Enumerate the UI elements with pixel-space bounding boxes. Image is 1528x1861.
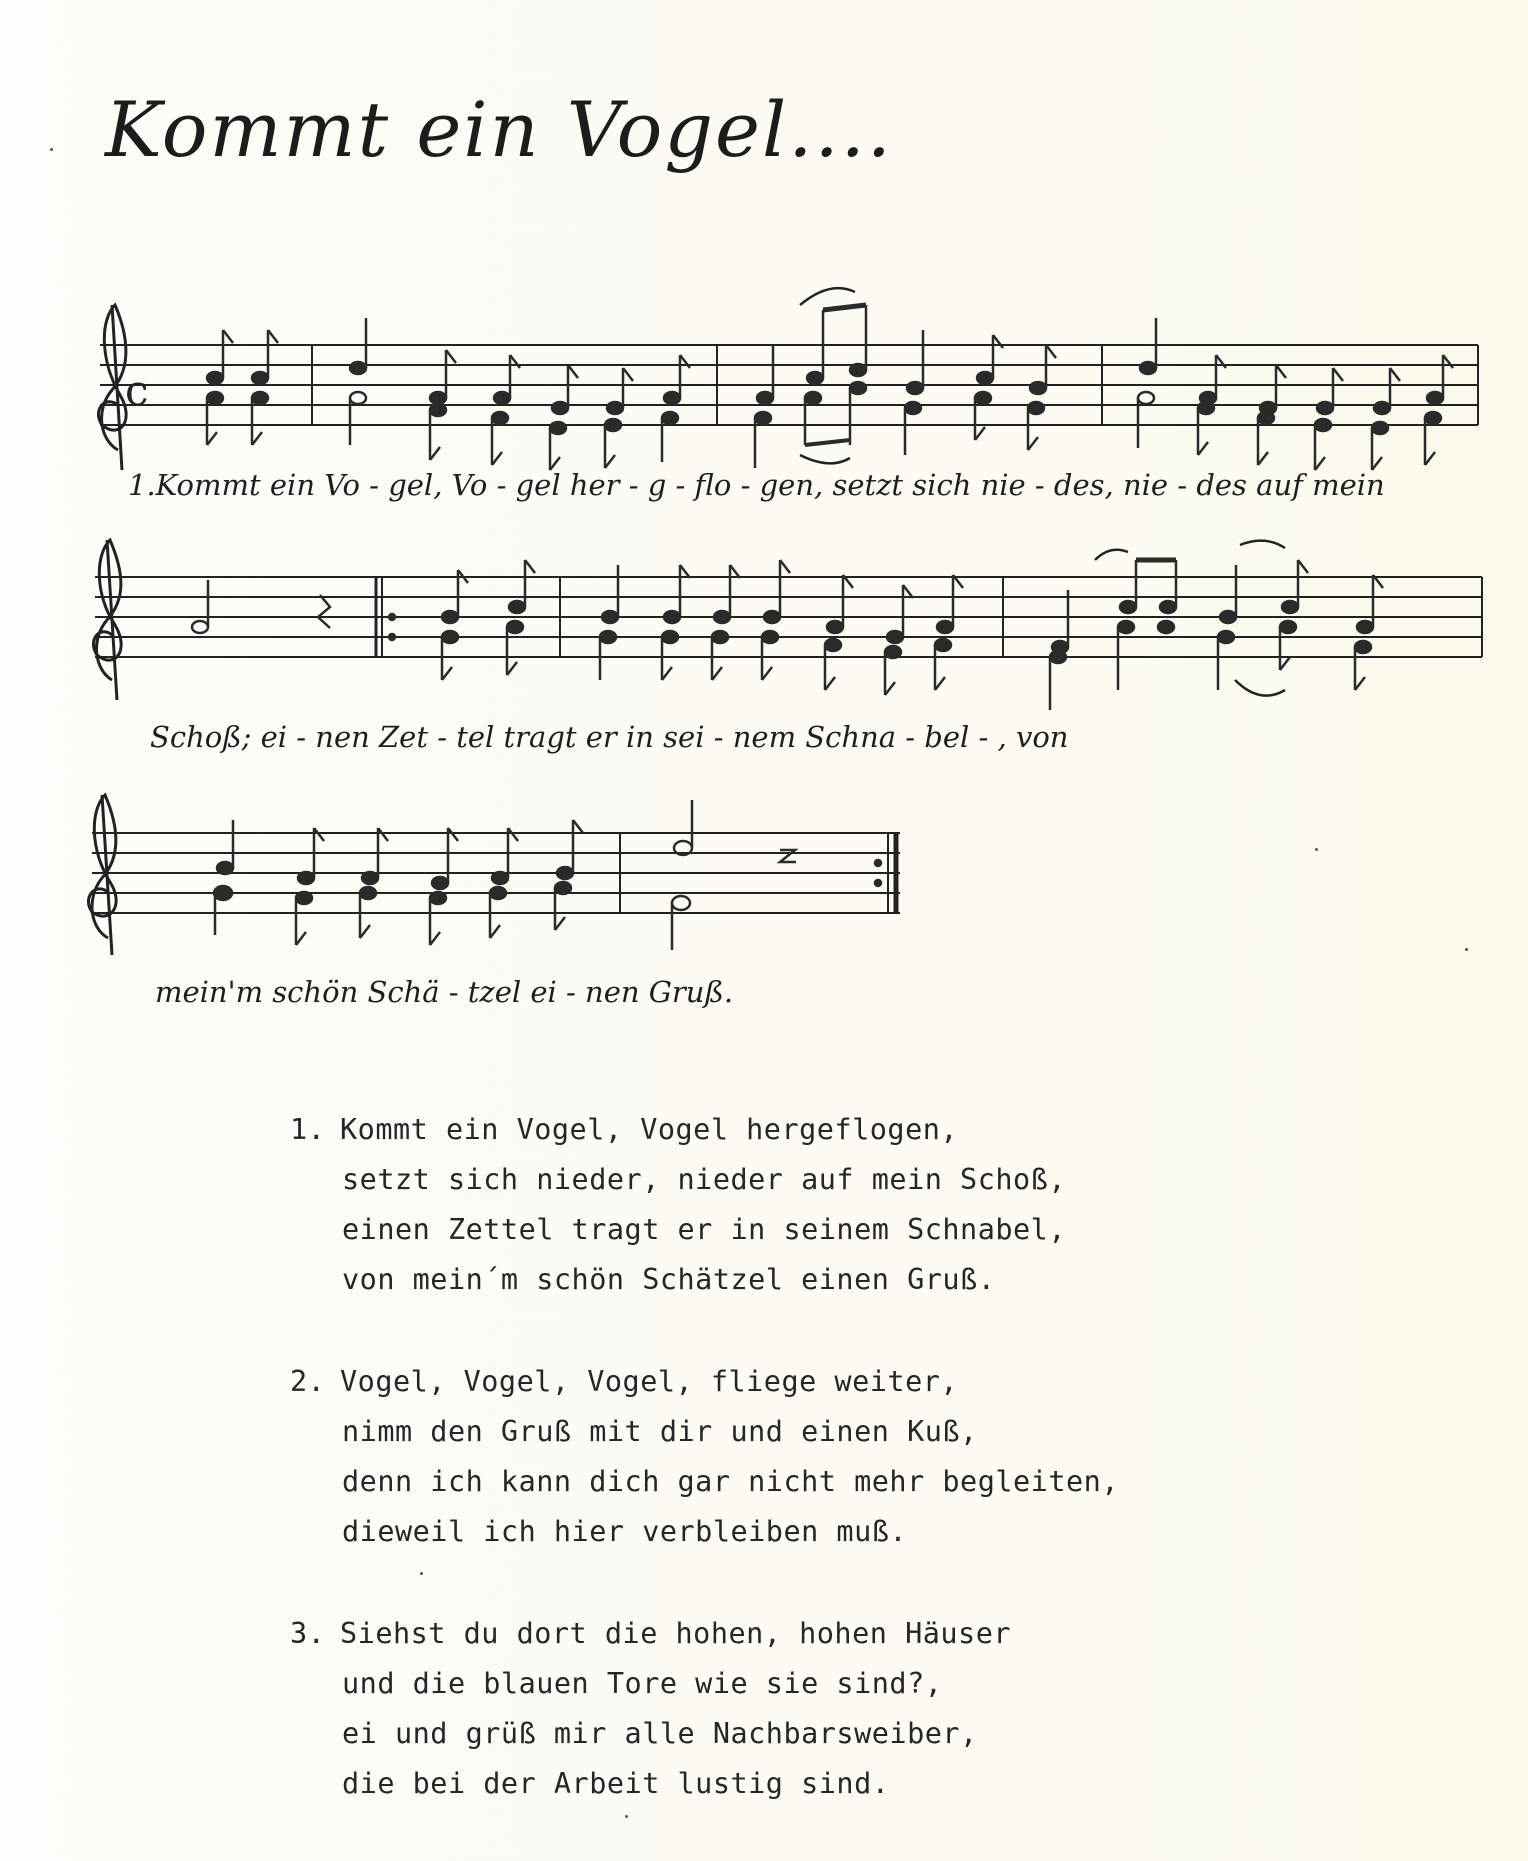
verse-text: einen Zettel tragt er in seinem Schnabel,: [342, 1213, 1066, 1246]
lyric-line-1: 1.Kommt ein Vo - gel, Vo - gel her - g - flo - gen, setzt sich nie - des, nie - des auf mein: [128, 468, 1385, 502]
verse-text: und die blauen Tore wie sie sind?,: [342, 1667, 943, 1700]
verse-text: ei und grüß mir alle Nachbarsweiber,: [342, 1717, 978, 1750]
verse-text: nimm den Gruß mit dir und einen Kuß,: [342, 1415, 978, 1448]
verse-line: [290, 1507, 1190, 1557]
verse-text: dieweil ich hier verbleiben muß.: [342, 1515, 908, 1548]
verse-text: denn ich kann dich gar nicht mehr begleiten,: [342, 1465, 1119, 1498]
verse-1: [290, 1105, 1190, 1305]
svg-text:c: c: [125, 366, 149, 415]
song-title: Kommt ein Vogel....: [105, 85, 893, 174]
verse-line: [290, 1155, 1190, 1205]
verse-text: von mein´m schön Schätzel einen Gruß.: [342, 1263, 996, 1296]
verse-line: [290, 1105, 1190, 1155]
verse-line: [290, 1357, 1190, 1407]
lyric-line-2: Schoß; ei - nen Zet - tel tragt er in sei - nem Schna - bel - , von: [150, 720, 1069, 754]
verse-number: 2.: [290, 1365, 326, 1398]
verse-line: [290, 1659, 1190, 1709]
scan-speck: [1315, 848, 1318, 851]
verse-line: [290, 1407, 1190, 1457]
verse-text: Vogel, Vogel, Vogel, fliege weiter,: [340, 1365, 959, 1398]
verse-number: 1.: [290, 1113, 326, 1146]
verse-line: [290, 1205, 1190, 1255]
verses-block: [290, 1105, 1190, 1861]
verse-text: setzt sich nieder, nieder auf mein Schoß,: [342, 1163, 1066, 1196]
scan-speck: [50, 148, 53, 151]
scan-speck: [1465, 948, 1468, 951]
lyric-line-3: mein'm schön Schä - tzel ei - nen Gruß.: [155, 975, 734, 1009]
scan-speck: [625, 1815, 628, 1818]
verse-line: [290, 1255, 1190, 1305]
verse-number: 3.: [290, 1617, 326, 1650]
verse-text: die bei der Arbeit lustig sind.: [342, 1767, 890, 1800]
verse-3: [290, 1609, 1190, 1809]
scan-speck: [420, 1572, 423, 1575]
verse-2: [290, 1357, 1190, 1557]
verse-line: [290, 1709, 1190, 1759]
verse-text: Kommt ein Vogel, Vogel hergeflogen,: [340, 1113, 959, 1146]
verse-line: [290, 1457, 1190, 1507]
verse-line: [290, 1609, 1190, 1659]
verse-text: Siehst du dort die hohen, hohen Häuser: [340, 1617, 1012, 1650]
verse-line: [290, 1759, 1190, 1809]
treble-clef-icon: [88, 305, 126, 955]
